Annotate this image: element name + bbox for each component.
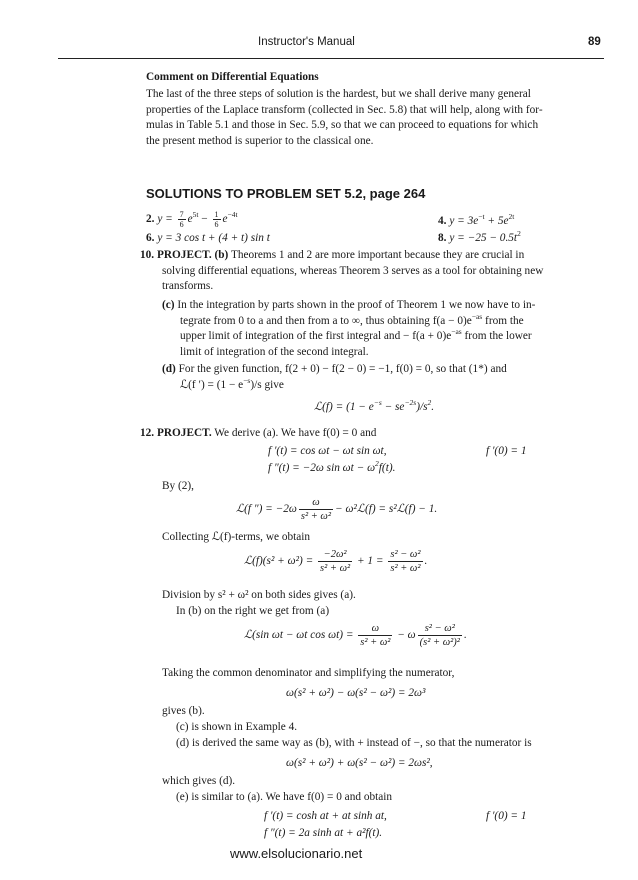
eq-f-prime: f ′(t) = cos ωt − ωt sin ωt,: [268, 445, 387, 457]
denominator: s² + ω²: [360, 637, 391, 648]
problem-number: 4.: [438, 215, 447, 227]
taking-text: Taking the common denominator and simplifying the numerator,: [162, 667, 455, 679]
eq-transform-f-double-prime: [236, 496, 437, 523]
problem-4: [438, 214, 514, 230]
body-text: from the lower: [461, 330, 532, 343]
denominator: (s² + ω²)²: [419, 637, 460, 648]
part-label: (c): [162, 299, 175, 311]
equation-text: .: [463, 629, 467, 642]
equation-text: ℒ(f)(s² + ω²) =: [244, 555, 317, 568]
problem-number: 2.: [146, 213, 155, 226]
eq-g-double-prime: f ″(t) = 2a sinh at + a²f(t).: [264, 827, 383, 839]
body-line: transforms.: [162, 280, 214, 293]
comment-heading: Comment on Differential Equations: [146, 71, 319, 83]
fraction: [358, 622, 392, 649]
numerator: ω: [299, 496, 333, 510]
problem-number: 6.: [146, 232, 155, 244]
part-e-text: (e) is similar to (a). We have f(0) = 0 and obtain: [176, 791, 393, 803]
section-heading: SOLUTIONS TO PROBLEM SET 5.2, page 264: [146, 186, 426, 201]
numerator: ω: [358, 622, 392, 636]
comment-line: the present method is superior to the classical one.: [146, 134, 374, 147]
footer-website-link[interactable]: www.elsolucionario.net: [230, 846, 363, 861]
equation-text: .: [431, 401, 435, 413]
eq-f-prime-0: f ′(0) = 1: [486, 445, 527, 457]
equation-text: ℒ(f ″) = −2ω: [236, 503, 297, 516]
denominator: s² + ω²: [300, 511, 331, 522]
numerator: 7: [179, 210, 184, 219]
part-label: (d): [162, 363, 176, 375]
exponent: −4t: [227, 210, 238, 220]
problem-12-intro: [140, 426, 376, 442]
part-c-line: [162, 329, 606, 345]
exponent: 2: [517, 229, 521, 238]
problem-10-b-line: [140, 248, 606, 264]
equation-text: y =: [157, 213, 176, 226]
problem-number: 8.: [438, 232, 447, 244]
part-c-line: limit of integration of the second integral.: [180, 345, 369, 358]
eq-collected: [244, 548, 427, 575]
eq-numerator: ω(s² + ω²) − ω(s² − ω²) = 2ω³: [286, 687, 426, 699]
collecting-text: Collecting ℒ(f)-terms, we obtain: [162, 531, 311, 543]
exponent: 2: [427, 398, 432, 407]
equation-text: f(t).: [378, 462, 396, 474]
by-2-text: By (2),: [162, 480, 195, 492]
numerator: s² − ω²: [390, 549, 421, 560]
body-text: upper limit of integration of the first integral and − f(a + 0)e: [180, 330, 452, 343]
problem-8: [438, 231, 521, 247]
body-text: ℒ(f ′) = (1 − e: [180, 378, 244, 391]
exponent: −2s: [404, 398, 417, 407]
problem-2: [146, 210, 238, 229]
equation-text: e: [222, 213, 228, 226]
body-text: from the: [482, 314, 524, 327]
body-text: We derive (a). We have f(0) = 0 and: [214, 427, 377, 439]
equation-text: ℒ(sin ωt − ωt cos ωt) =: [244, 629, 357, 642]
problem-number: 12.: [140, 427, 155, 439]
comment-line: mulas in Table 5.1 and those in Sec. 5.9, so that we can proceed to equations for which: [146, 119, 539, 132]
equation-text: f ″(t) = −2ω sin ωt − ω: [268, 462, 376, 474]
which-gives-text: which gives (d).: [162, 775, 236, 787]
denominator: s² + ω²: [320, 563, 351, 574]
equation-text: y = 3 cos t + (4 + t) sin t: [157, 232, 270, 244]
equation-text: .: [424, 555, 428, 568]
body-text: Theorems 1 and 2 are more important because they are crucial in: [230, 249, 525, 261]
eq-g-prime-0: f ′(0) = 1: [486, 810, 527, 822]
part-label: (b): [214, 249, 229, 261]
exponent: 2: [375, 459, 379, 468]
denominator: 6: [214, 220, 219, 229]
exponent: 5t: [192, 210, 199, 220]
exponent: −t: [478, 212, 485, 221]
numerator: −2ω²: [318, 548, 352, 562]
fraction: [418, 622, 462, 649]
numerator: s² − ω²: [418, 622, 462, 636]
comment-line: properties of the Laplace transform (collected in Sec. 5.8) that will help, along with for-: [146, 103, 543, 116]
project-label: PROJECT.: [156, 427, 212, 439]
fraction: [318, 548, 352, 575]
equation-text: + 5e: [484, 215, 509, 227]
part-d-line: [162, 362, 606, 378]
eq-f-double-prime: [268, 461, 395, 477]
equation-text: −: [198, 213, 211, 226]
problem-10-d: [162, 362, 606, 393]
division-text: Division by s² + ω² on both sides gives (a).: [162, 589, 356, 601]
part-c-line: [162, 298, 606, 314]
eq-g-prime: f ′(t) = cosh at + at sinh at,: [264, 810, 387, 822]
problem-10-d-result: [314, 400, 434, 416]
problem-10-c: [162, 298, 606, 360]
part-d-text: (d) is derived the same way as (b), with + instead of −, so that the numerator is: [176, 737, 532, 749]
equation-text: )/s: [416, 401, 428, 413]
equation-text: − ω: [394, 629, 416, 642]
fraction: [388, 548, 422, 575]
denominator: s² + ω²: [390, 563, 421, 574]
problem-10: [140, 248, 606, 295]
equation-text: − se: [381, 401, 405, 413]
numerator: 1: [214, 210, 219, 219]
fraction: [213, 210, 221, 229]
body-text: )/s give: [250, 378, 284, 391]
equation-text: y = 3e: [449, 215, 479, 227]
exponent: −as: [471, 311, 483, 321]
denominator: 6: [179, 220, 184, 229]
eq-sin-transform: [244, 622, 467, 649]
equation-text: ℒ(f) = (1 − e: [314, 401, 374, 413]
equation-text: − ω²ℒ(f) = s²ℒ(f) − 1.: [335, 503, 438, 516]
part-c-text: (c) is shown in Example 4.: [176, 721, 298, 733]
comment-line: The last of the three steps of solution is the hardest, but we shall derive many general: [146, 88, 531, 100]
running-header-title: Instructor's Manual: [258, 36, 355, 48]
eq-numerator-d: ω(s² + ω²) + ω(s² − ω²) = 2ωs²,: [286, 757, 433, 769]
problem-number: 10.: [140, 249, 155, 261]
exponent: −s: [373, 398, 382, 407]
exponent: −as: [451, 327, 462, 337]
exponent: 2t: [508, 212, 515, 221]
header-rule: [58, 58, 604, 59]
body-text: For the given function, f(2 + 0) − f(2 − 0) = −1, f(0) = 0, so that (1*) and: [178, 363, 507, 375]
comment-body: [146, 87, 606, 149]
equation-text: e: [187, 213, 193, 226]
equation-text: + 1 =: [354, 555, 387, 568]
project-label: PROJECT.: [156, 249, 212, 261]
part-c-line: [162, 311, 606, 330]
equation-text: y = −25 − 0.5t: [449, 232, 518, 244]
fraction: [299, 496, 333, 523]
fraction: [178, 210, 186, 229]
problem-6: [146, 231, 270, 247]
gives-b-text: gives (b).: [162, 705, 205, 717]
body-text: In the integration by parts shown in the proof of Theorem 1 we now have to in-: [177, 299, 536, 311]
exponent: −s: [243, 375, 251, 385]
in-b-text: In (b) on the right we get from (a): [176, 605, 330, 617]
body-line: solving differential equations, whereas Theorem 3 serves as a tool for obtaining new: [162, 264, 544, 277]
body-text: tegrate from 0 to a and then from a to ∞, thus obtaining f(a − 0)e: [180, 314, 472, 327]
page-number: 89: [588, 36, 601, 48]
part-d-line: [162, 375, 606, 394]
